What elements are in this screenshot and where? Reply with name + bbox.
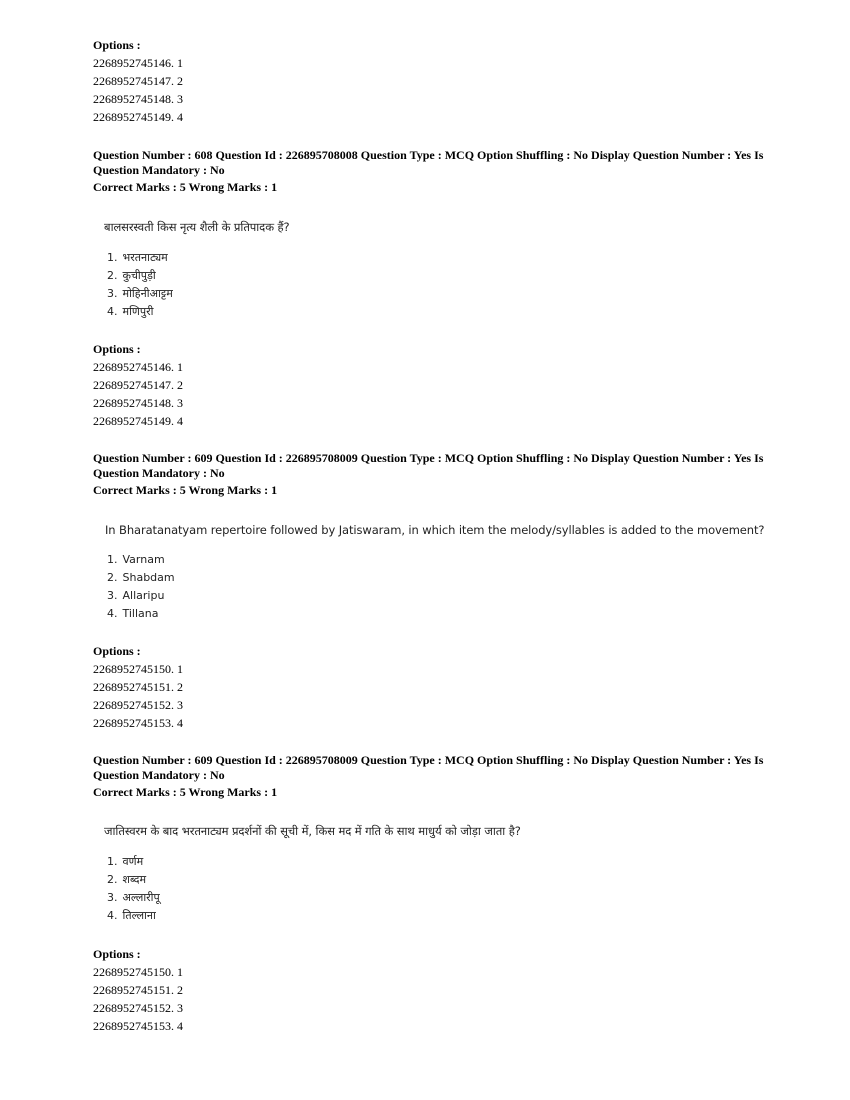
answer-choice: 4. तिल्लाना [107,909,156,922]
option-line: 2268952745152. 3 [93,698,183,712]
option-line: 2268952745152. 3 [93,1001,183,1015]
question-marks: Correct Marks : 5 Wrong Marks : 1 [93,785,278,799]
option-line: 2268952745150. 1 [93,662,183,676]
option-line: 2268952745147. 2 [93,378,183,392]
question-marks: Correct Marks : 5 Wrong Marks : 1 [93,483,278,497]
answer-choice: 1. Varnam [107,553,165,566]
option-line: 2268952745151. 2 [93,983,183,997]
option-line: 2268952745148. 3 [93,92,183,106]
answer-choice: 4. Tillana [107,607,159,620]
answer-choice: 3. अल्लारीपू [107,891,160,904]
question-mandatory: Question Mandatory : No [93,163,225,177]
answer-choice: 2. कुचीपुड़ी [107,269,156,282]
answer-choice: 4. मणिपुरी [107,305,154,318]
option-line: 2268952745150. 1 [93,965,183,979]
option-line: 2268952745149. 4 [93,414,183,428]
answer-choices [107,551,175,623]
options-label: Options : [93,38,141,52]
answer-choices [107,853,160,925]
answer-choice: 1. वर्णम [107,855,144,868]
question-marks: Correct Marks : 5 Wrong Marks : 1 [93,180,278,194]
answer-choices [107,249,173,321]
options-block-608 [93,341,783,430]
answer-choice: 1. भरतनाट्यम [107,251,168,264]
question-meta: Question Number : 608 Question Id : 226895708008 Question Type : MCQ Option Shuffling : No Display Question Number : Yes Is [93,148,764,162]
option-line: 2268952745146. 1 [93,56,183,70]
options-block-609-hindi [93,946,783,1035]
option-line: 2268952745153. 4 [93,1019,183,1033]
options-label: Options : [93,342,141,356]
question-text: In Bharatanatyam repertoire followed by Jatiswaram, in which item the melody/syllables is added to the movement? [105,523,765,537]
option-line: 2268952745146. 1 [93,360,183,374]
answer-choice: 3. Allaripu [107,589,165,602]
question-header-609-hindi [93,753,783,800]
options-block-top [93,37,783,126]
option-line: 2268952745147. 2 [93,74,183,88]
option-line: 2268952745149. 4 [93,110,183,124]
option-line: 2268952745153. 4 [93,716,183,730]
option-line: 2268952745151. 2 [93,680,183,694]
options-block-609 [93,643,783,732]
answer-choice: 2. Shabdam [107,571,175,584]
answer-choice: 3. मोहिनीआट्टम [107,287,173,300]
question-text: बालसरस्वती किस नृत्य शैली के प्रतिपादक हैं? [104,220,290,234]
question-header-608 [93,148,783,195]
answer-choice: 2. शब्दम [107,873,147,886]
question-meta: Question Number : 609 Question Id : 226895708009 Question Type : MCQ Option Shuffling : No Display Question Number : Yes Is [93,753,764,767]
options-label: Options : [93,644,141,658]
question-mandatory: Question Mandatory : No [93,768,225,782]
question-header-609 [93,451,783,498]
question-mandatory: Question Mandatory : No [93,466,225,480]
option-line: 2268952745148. 3 [93,396,183,410]
question-text: जातिस्वरम के बाद भरतनाट्यम प्रदर्शनों की सूची में, किस मद में गति के साथ माधुर्य को जोड़ा जाता है? [104,824,521,838]
options-label: Options : [93,947,141,961]
question-meta: Question Number : 609 Question Id : 226895708009 Question Type : MCQ Option Shuffling : No Display Question Number : Yes Is [93,451,764,465]
